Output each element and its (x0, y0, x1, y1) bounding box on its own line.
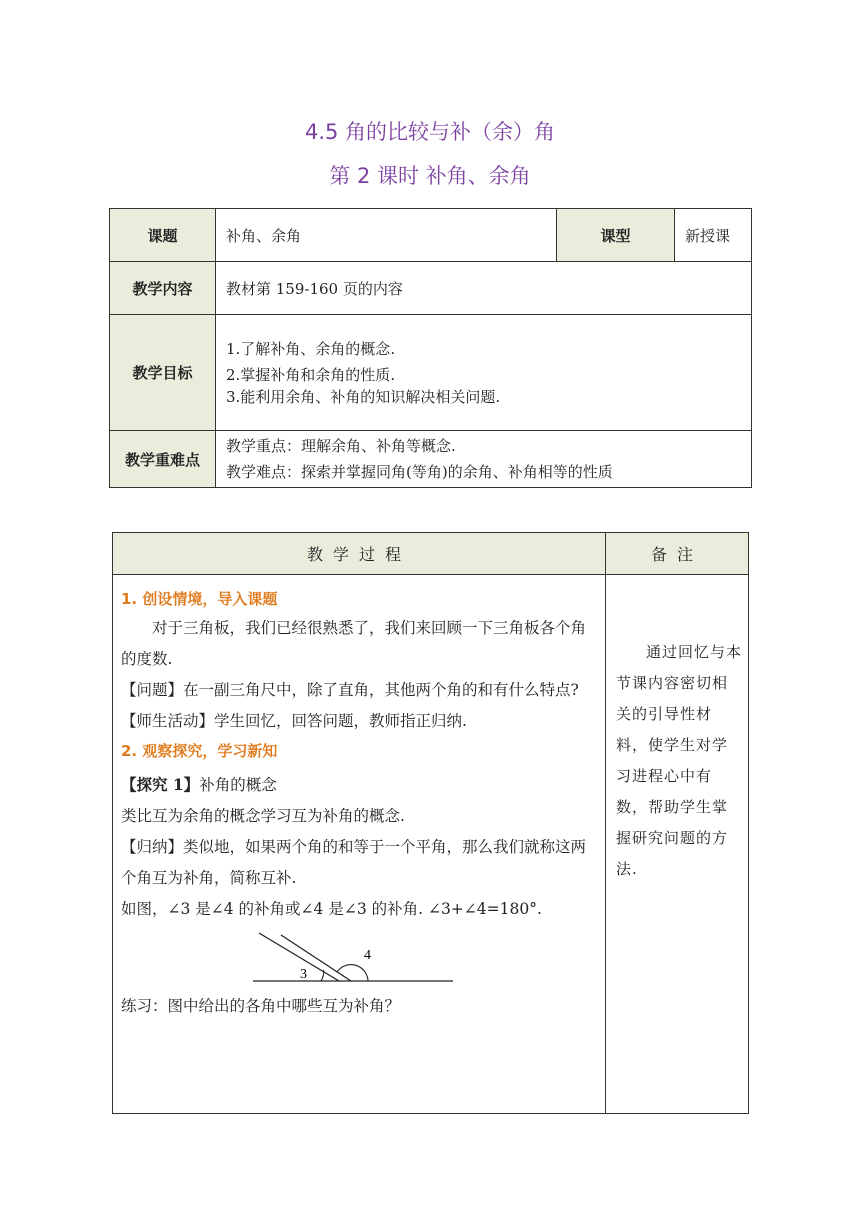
type-value: 新授课 (675, 209, 752, 262)
activity-tag: 【师生活动】 (121, 712, 215, 730)
goals-cell (216, 315, 752, 431)
question-text: 在一副三角尺中，除了直角，其他两个角的和有什么特点? (183, 681, 579, 699)
note-header: 备注 (606, 533, 749, 575)
angle-4-arc (337, 965, 368, 981)
analogy-line: 类比互为余角的概念学习互为补角的概念. (121, 807, 405, 825)
content-value: 教材第 159-160 页的内容 (216, 262, 752, 315)
summary-tag: 【归纳】 (121, 838, 184, 856)
question-tag: 【问题】 (121, 681, 184, 699)
keypoint-item: 教学重点：理解余角、补角等概念. (226, 437, 456, 455)
section-2-title: 2. 观察探究，学习新知 (121, 742, 278, 760)
page-subtitle: 第 2 课时 补角、余角 (329, 164, 531, 188)
topic-label: 课题 (110, 209, 216, 262)
note-text: 通过回忆与本节课内容密切相关的引导性材料，使学生对学习进程心中有数，帮助学生掌握研究问题的方法. (616, 643, 743, 878)
lesson-info-table (109, 208, 752, 488)
process-header: 教学过程 (113, 533, 606, 575)
note-cell (606, 575, 749, 1114)
type-label: 课型 (557, 209, 675, 262)
angle-3-label: 3 (300, 967, 307, 982)
goal-item: 2.掌握补角和余角的性质. (226, 365, 396, 384)
ray-right (281, 935, 351, 981)
explore-tag: 【探究 1】 (121, 775, 200, 794)
summary-text: 类似地，如果两个角的和等于一个平角，那么我们就称这两个角互为补角，简称互补. (121, 838, 587, 887)
ray-left (259, 933, 339, 981)
s1-paragraph: 对于三角板，我们已经很熟悉了，我们来回顾一下三角板各个角的度数. (121, 619, 587, 668)
angle-diagram (253, 929, 463, 987)
supplementary-angle-figure (253, 929, 597, 991)
angle-4-label: 4 (364, 948, 371, 963)
goal-item: 3.能利用余角、补角的知识解决相关问题. (226, 387, 501, 406)
activity-text: 学生回忆，回答问题，教师指正归纳. (214, 712, 467, 730)
explore-text: 补角的概念 (199, 776, 277, 794)
goals-label: 教学目标 (110, 315, 216, 431)
exercise-line: 练习：图中给出的各角中哪些互为补角？ (121, 997, 401, 1015)
page-title: 4.5 角的比较与补（余）角 (304, 120, 556, 144)
keypoint-item: 教学难点：探索并掌握同角(等角)的余角、补角相等的性质 (226, 463, 613, 481)
keypoints-label: 教学重难点 (110, 431, 216, 488)
summary-line (121, 832, 597, 894)
keypoints-cell (216, 431, 752, 488)
example-line: 如图，∠3 是∠4 的补角或∠4 是∠3 的补角. ∠3+∠4=180°. (121, 900, 542, 918)
process-content (113, 575, 606, 1114)
topic-value: 补角、余角 (216, 209, 557, 262)
teaching-process-table (112, 532, 749, 1114)
s1-question (121, 675, 597, 706)
explore-line (121, 769, 597, 801)
goal-item: 1.了解补角、余角的概念. (226, 339, 396, 358)
content-label: 教学内容 (110, 262, 216, 315)
s1-activity (121, 706, 597, 737)
section-1-title: 1. 创设情境，导入课题 (121, 590, 278, 608)
